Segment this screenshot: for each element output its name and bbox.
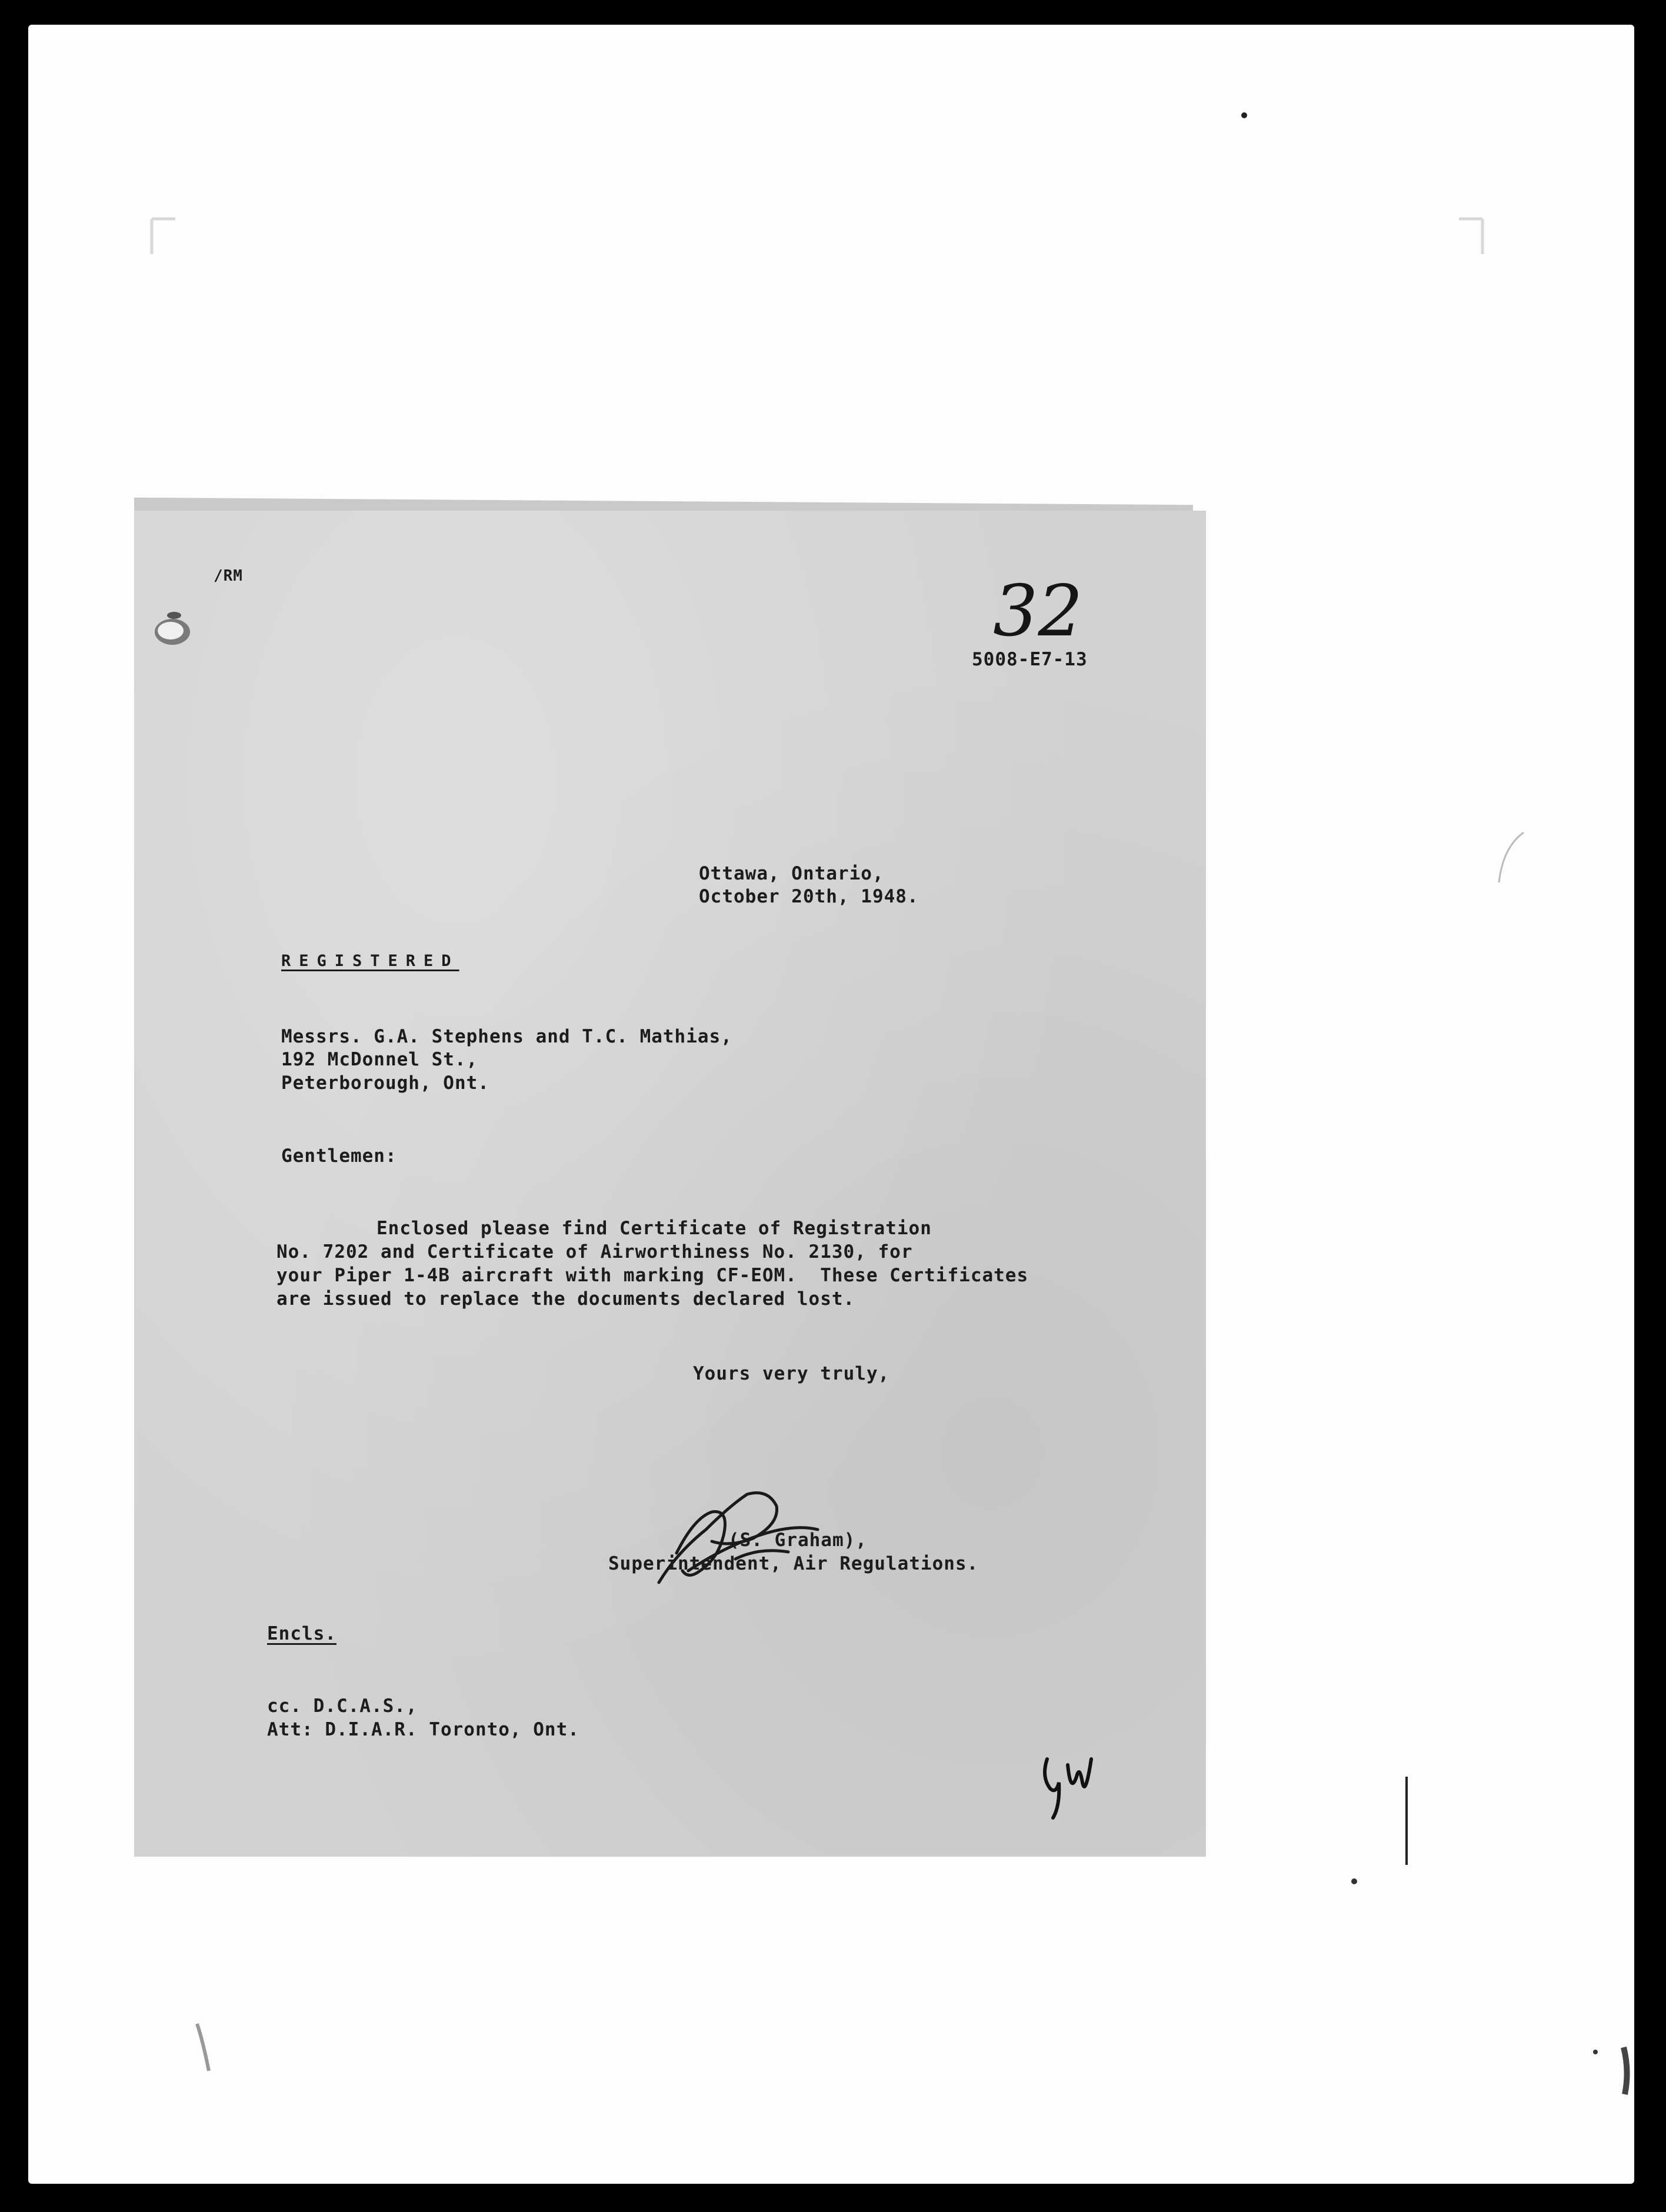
body-line-2: No. 7202 and Certificate of Airworthiness No. 2130, for — [276, 1241, 913, 1262]
punch-hole — [146, 607, 199, 654]
cc-line-1: cc. D.C.A.S., — [267, 1695, 418, 1717]
salutation: Gentlemen: — [281, 1145, 397, 1167]
cc-line-2: Att: D.I.A.R. Toronto, Ont. — [267, 1719, 579, 1740]
signatory-title: Superintendent, Air Regulations. — [608, 1553, 979, 1574]
letter-date: October 20th, 1948. — [699, 886, 919, 907]
address-line-2: 192 McDonnel St., — [281, 1049, 478, 1070]
body-line-4: are issued to replace the documents declared lost. — [276, 1288, 855, 1310]
registered-heading: REGISTERED — [281, 952, 459, 970]
address-line-3: Peterborough, Ont. — [281, 1072, 489, 1094]
signatory-name: (S. Graham), — [728, 1530, 867, 1551]
file-number: 5008-E7-13 — [972, 649, 1088, 670]
address-line-1: Messrs. G.A. Stephens and T.C. Mathias, — [281, 1026, 732, 1047]
body-line-3: your Piper 1-4B aircraft with marking CF-EOM. These Certificates — [276, 1265, 1029, 1286]
handwritten-initials — [1035, 1741, 1100, 1824]
typist-initials: /RM — [214, 567, 243, 585]
body-line-1: Enclosed please find Certificate of Registration — [376, 1218, 932, 1239]
page-number-handwritten: 32 — [993, 571, 1083, 652]
place: Ottawa, Ontario, — [699, 863, 884, 884]
enclosures: Encls. — [267, 1623, 336, 1644]
closing: Yours very truly, — [693, 1363, 890, 1384]
letter-sheet — [134, 511, 1206, 1857]
